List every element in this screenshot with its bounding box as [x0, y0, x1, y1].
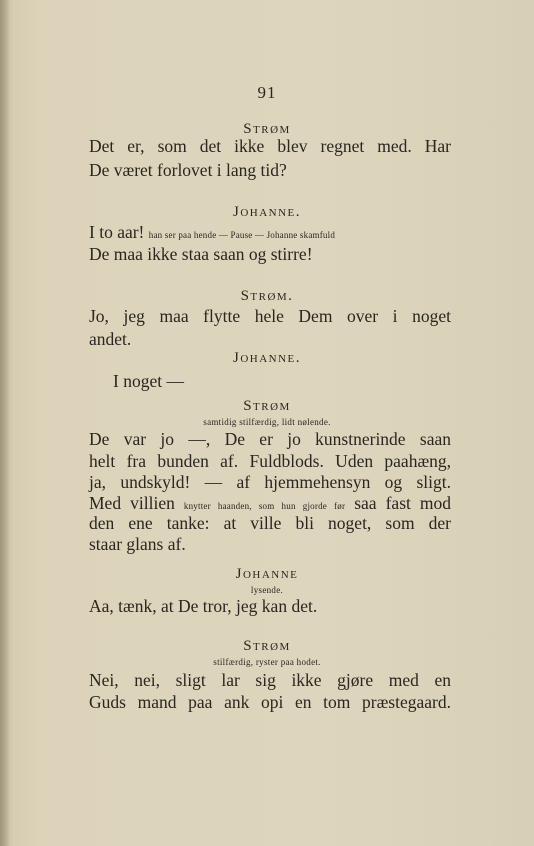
stage-direction: knytter haanden, som hun gjorde før: [183, 501, 346, 511]
dialogue-text: I to aar!: [89, 222, 145, 242]
dialogue-text: saa fast mod: [354, 493, 452, 513]
stage-direction: han ser paa hende — Pause — Johanne skamfuld: [148, 230, 336, 240]
dialogue-line: I noget —: [113, 371, 184, 391]
stage-direction: samtidig stilfærdig, lidt nølende.: [203, 417, 331, 427]
speaker-name: Strøm.: [240, 288, 294, 304]
dialogue-line: andet.: [89, 329, 132, 349]
dialogue-line: De maa ikke staa saan og stirre!: [89, 244, 313, 264]
dialogue-line: Det er, som det ikke blev regnet med. Har: [89, 136, 451, 156]
dialogue-line: Jo, jeg maa flytte hele Dem over i noget: [89, 306, 451, 326]
dialogue-line: De været forlovet i lang tid?: [89, 160, 287, 180]
speaker-name: Johanne.: [232, 204, 302, 220]
dialogue-line: [89, 493, 451, 514]
speaker-name: Johanne: [235, 566, 299, 582]
dialogue-line: [89, 222, 335, 243]
speaker-name: Strøm: [243, 121, 291, 137]
page-number: 91: [257, 83, 277, 102]
dialogue-line: Aa, tænk, at De tror, jeg kan det.: [89, 596, 318, 616]
dialogue-line: staar glans af.: [89, 534, 186, 554]
dialogue-line: Nei, nei, sligt lar sig ikke gjøre med en: [89, 670, 451, 690]
dialogue-line: De var jo —, De er jo kunstnerinde saan: [89, 429, 451, 449]
speaker-name: Strøm: [243, 398, 291, 414]
speaker-name: Strøm: [243, 638, 291, 654]
dialogue-text: Med villien: [89, 493, 175, 513]
stage-direction: stilfærdig, ryster paa hodet.: [213, 657, 321, 667]
dialogue-line: ja, undskyld! — af hjemmehensyn og sligt.: [89, 472, 451, 492]
dialogue-line: helt fra bunden af. Fuldblods. Uden paahæng,: [89, 451, 451, 471]
dialogue-line: den ene tanke: at ville bli noget, som der: [89, 513, 451, 533]
dialogue-line: Guds mand paa ank opi en tom præstegaard.: [89, 692, 451, 712]
stage-direction: lysende.: [250, 585, 284, 595]
speaker-name: Johanne.: [232, 350, 302, 366]
